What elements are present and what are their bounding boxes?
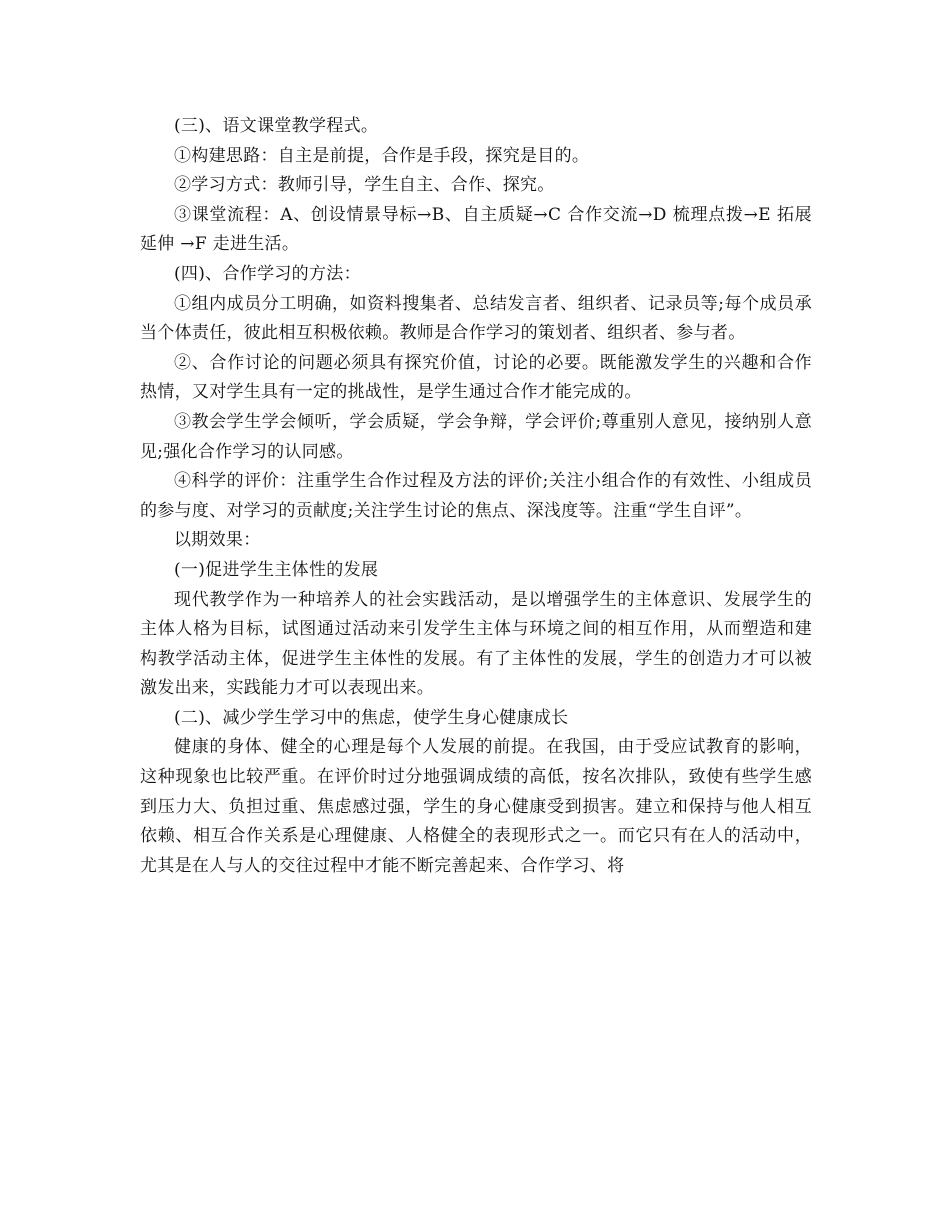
expected-effects-heading: 以期效果： xyxy=(174,530,261,551)
list-item: ①构建思路：自主是前提，合作是手段，探究是目的。 xyxy=(174,145,590,166)
section-heading-4: (四)、合作学习的方法： xyxy=(174,263,361,284)
body-paragraph: 健康的身体、健全的心理是每个人发展的前提。在我国，由于受应试教育的影响，这种现象也比较严重。在评价时过分地强调成绩的高低，按名次排队，致使有些学生感到压力大、负担过重、焦虑感过强，学生的身心健康受到损害。建立和保持与他人相互依赖、相互合作关系是心理健康、人格健全的表现形式之一。而它只有在人的活动中，尤其是在人与人的交往过程中才能不断完善起来、合作学习、将 xyxy=(140,737,812,876)
subheading-2: (二)、减少学生学习中的焦虑，使学生身心健康成长 xyxy=(174,707,569,728)
document-body xyxy=(140,112,812,881)
section-heading-3: (三)、语文课堂教学程式。 xyxy=(174,116,379,136)
list-item: ③教会学生学会倾听，学会质疑，学会争辩，学会评价;尊重别人意见，接纳别人意见;强化合作学习的认同感。 xyxy=(140,411,812,462)
list-item: ②学习方式：教师引导，学生自主、合作、探究。 xyxy=(174,175,555,196)
list-item: ③课堂流程：A、创设情景导标→B、自主质疑→C 合作交流→D 梳理点拨→E 拓展延伸 →F 走进生活。 xyxy=(140,204,812,255)
body-paragraph: 现代教学作为一种培养人的社会实践活动，是以增强学生的主体意识、发展学生的主体人格为目标，试图通过活动来引发学生主体与环境之间的相互作用，从而塑造和建构教学活动主体，促进学生主体性的发展。有了主体性的发展，学生的创造力才可以被激发出来，实践能力才可以表现出来。 xyxy=(140,589,812,699)
list-item: ①组内成员分工明确，如资料搜集者、总结发言者、组织者、记录员等;每个成员承当个体责任，彼此相互积极依赖。教师是合作学习的策划者、组织者、参与者。 xyxy=(140,293,812,344)
list-item: ②、合作讨论的问题必须具有探究价值，讨论的必要。既能激发学生的兴趣和合作热情，又对学生具有一定的挑战性，是学生通过合作才能完成的。 xyxy=(140,352,812,403)
subheading-1: (一)促进学生主体性的发展 xyxy=(174,559,379,580)
list-item: ④科学的评价：注重学生合作过程及方法的评价;关注小组合作的有效性、小组成员的参与度、对学习的贡献度;关注学生讨论的焦点、深浅度等。注重“学生自评”。 xyxy=(140,471,812,521)
